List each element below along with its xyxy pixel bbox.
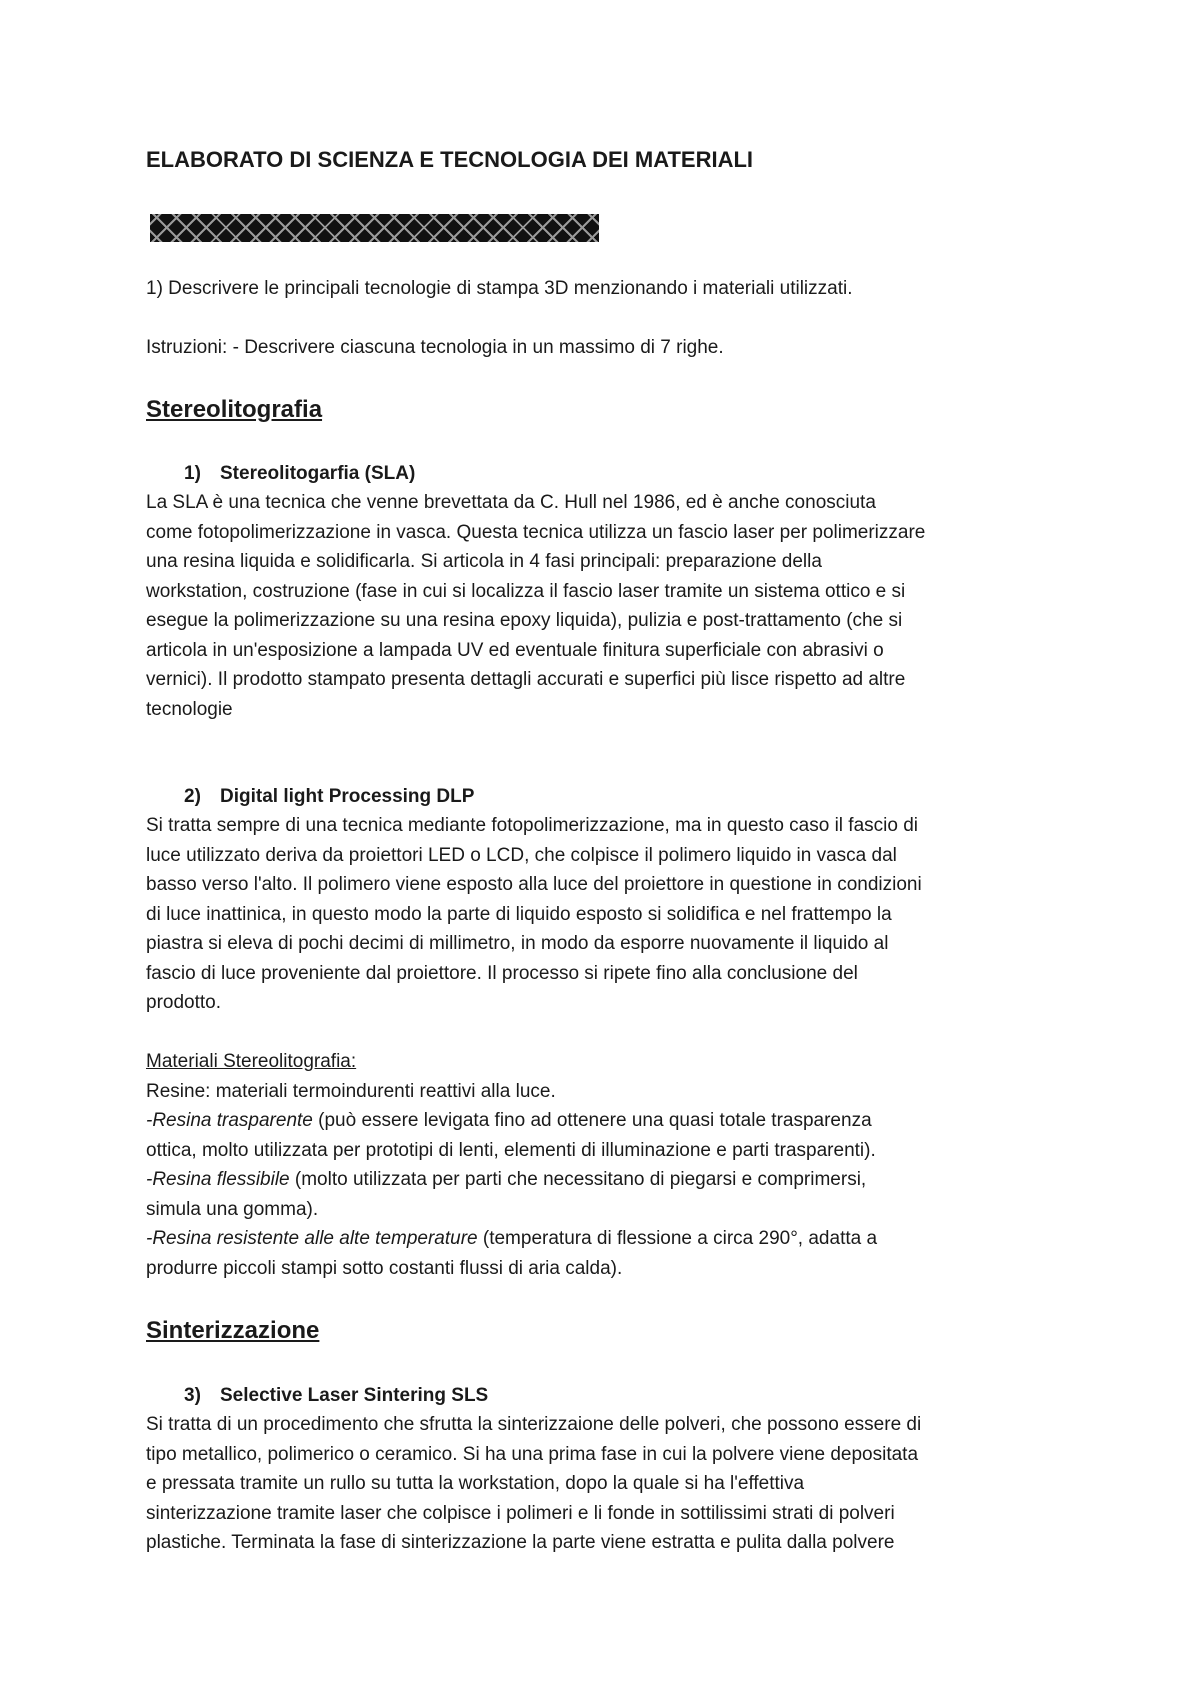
paragraph-line: tecnologie [146,698,233,720]
item-number: 2) [184,786,201,807]
redacted-author-block [150,214,599,242]
paragraph-line: La SLA è una tecnica che venne brevettata da C. Hull nel 1986, ed è anche conosciuta [146,492,876,513]
paragraph-line: Si tratta di un procedimento che sfrutta la sinterizzaione delle polveri, che possono essere di [146,1414,922,1435]
paragraph-line: luce utilizzato deriva da proiettori LED o LCD, che colpisce il polimero liquido in vasca dal [146,844,897,866]
paragraph-line: basso verso l'alto. Il polimero viene esposto alla luce del proiettore in questione in condizioni [146,874,922,895]
material-name: -Resina trasparente [146,1110,313,1131]
material-name: -Resina flessibile [146,1169,290,1190]
subheading-sls [184,1381,488,1411]
material-name: -Resina resistente alle alte temperature [146,1228,478,1249]
paragraph-sls [146,1410,921,1558]
paragraph-line: tipo metallico, polimerico o ceramico. Si ha una prima fase in cui la polvere viene depositata [146,1443,919,1465]
item-number: 1) [184,463,201,484]
subheading-dlp [184,782,474,812]
materials-intro: Resine: materiali termoindurenti reattivi alla luce. [146,1080,556,1102]
material-entry-first-line [146,1165,877,1195]
materials-block [146,1047,877,1283]
material-desc: (temperatura di flessione a circa 290°, adatta a [477,1228,878,1249]
paragraph-line: prodotto. [146,992,221,1013]
paragraph-sla [146,488,925,724]
paragraph-line: come fotopolimerizzazione in vasca. Questa tecnica utilizza un fascio laser per polimerizzare [146,521,926,543]
section-heading-sinterizzazione: Sinterizzazione [146,1317,320,1344]
document-title: ELABORATO DI SCIENZA E TECNOLOGIA DEI MATERIALI [146,147,754,172]
material-desc-continuation: ottica, molto utilizzata per prototipi di lenti, elementi di illuminazione e parti trasparenti). [146,1139,876,1161]
question-text: 1) Descrivere le principali tecnologie di stampa 3D menzionando i materiali utilizzati. [146,278,853,299]
subheading-sla [184,459,415,489]
paragraph-line: di luce inattinica, in questo modo la parte di liquido esposto si solidifica e nel frattempo la [146,903,892,925]
paragraph-line: fascio di luce proveniente dal proiettore. Il processo si ripete fino alla conclusione del [146,962,858,984]
paragraph-line: plastiche. Terminata la fase di sinterizzazione la parte viene estratta e pulita dalla polvere [146,1532,895,1553]
item-title: Stereolitogarfia (SLA) [220,463,416,484]
section-heading-stereolitografia: Stereolitografia [146,396,323,423]
material-entry-first-line [146,1106,877,1136]
paragraph-line: una resina liquida e solidificarla. Si articola in 4 fasi principali: preparazione della [146,551,822,572]
material-desc-continuation: produrre piccoli stampi sotto costanti flussi di aria calda). [146,1257,623,1279]
paragraph-line: piastra si eleva di pochi decimi di millimetro, in modo da esporre nuovamente il liquido al [146,933,889,954]
paragraph-line: articola in un'esposizione a lampada UV ed eventuale finitura superficiale con abrasivi o [146,639,884,661]
material-desc-continuation: simula una gomma). [146,1198,319,1220]
paragraph-line: sinterizzazione tramite laser che colpisce i polimeri e li fonde in sottilissimi strati di polveri [146,1502,895,1524]
material-entry-first-line [146,1224,877,1254]
item-title: Selective Laser Sintering SLS [220,1385,489,1406]
paragraph-line: vernici). Il prodotto stampato presenta dettagli accurati e superfici più lisce rispetto ad altre [146,669,906,690]
material-desc: (molto utilizzata per parti che necessitano di piegarsi e comprimersi, [289,1169,867,1190]
paragraph-line: workstation, costruzione (fase in cui si localizza il fascio laser tramite un sistema ottico e si [146,580,906,602]
materials-heading: Materiali Stereolitografia: [146,1051,357,1072]
material-desc: (può essere levigata fino ad ottenere una quasi totale trasparenza [312,1110,872,1131]
paragraph-line: Si tratta sempre di una tecnica mediante fotopolimerizzazione, ma in questo caso il fascio di [146,815,919,836]
item-number: 3) [184,1385,201,1406]
paragraph-line: esegue la polimerizzazione su una resina epoxy liquida), pulizia e post-trattamento (che si [146,610,903,631]
item-title: Digital light Processing DLP [220,786,475,807]
paragraph-line: e pressata tramite un rullo su tutta la workstation, dopo la quale si ha l'effettiva [146,1473,805,1494]
instructions-text: Istruzioni: - Descrivere ciascuna tecnologia in un massimo di 7 righe. [146,337,724,358]
paragraph-dlp [146,811,922,1018]
